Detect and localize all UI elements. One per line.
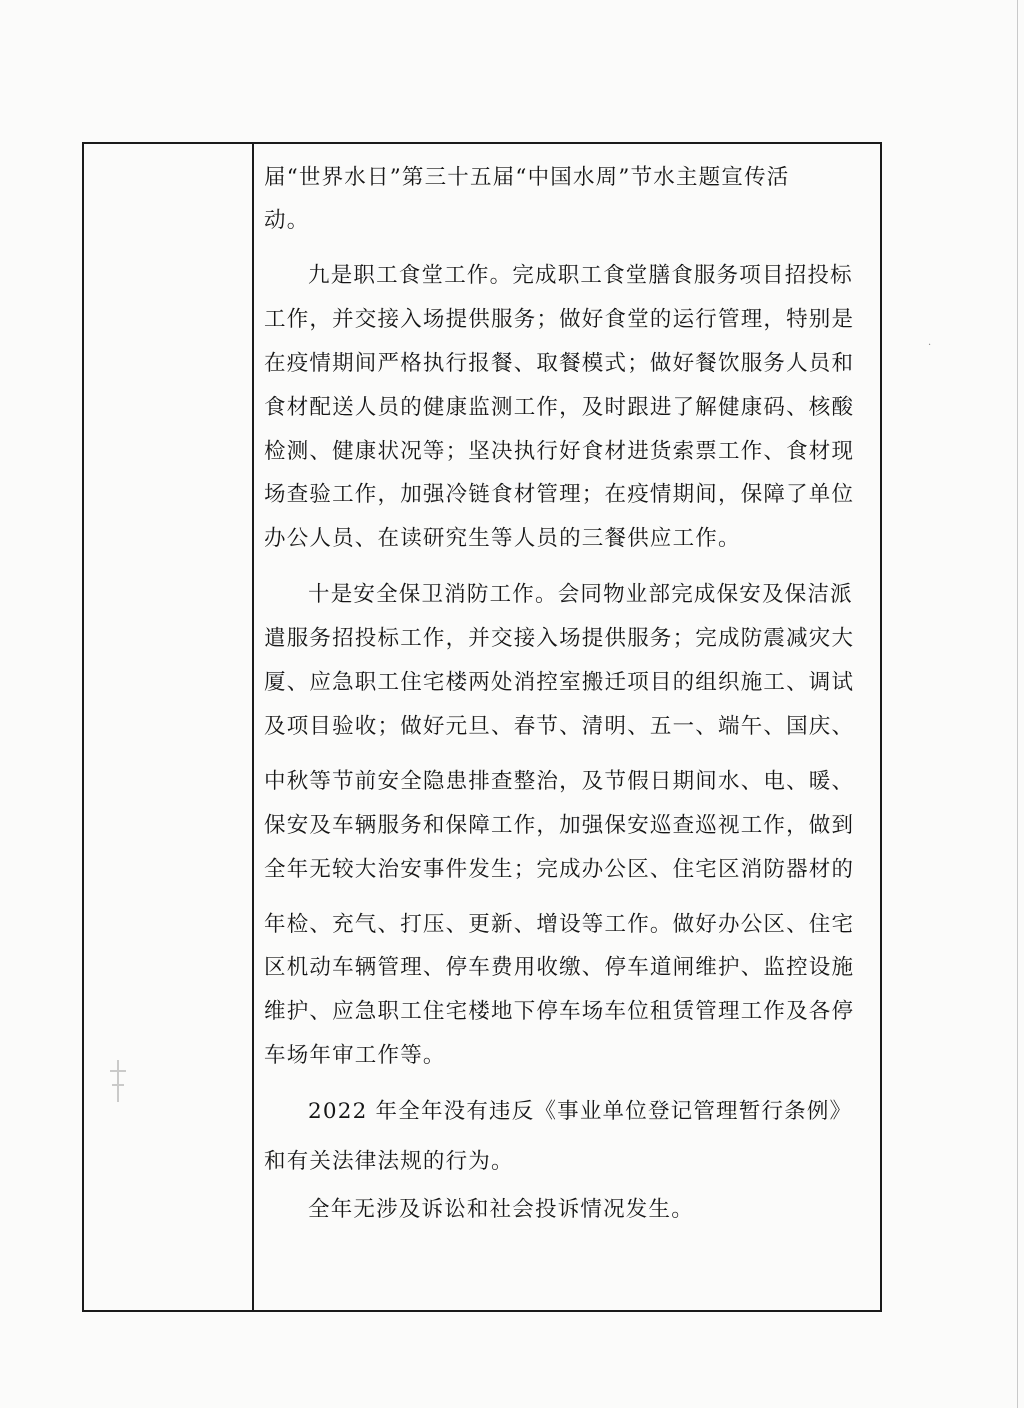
text-line: 厦、应急职工住宅楼两处消控室搬迁项目的组织施工、调试 <box>264 670 855 695</box>
text-line: 办公人员、在读研究生等人员的三餐供应工作。 <box>264 526 741 551</box>
text-line: 全年无较大治安事件发生；完成办公区、住宅区消防器材的 <box>264 857 855 882</box>
scan-speck: · <box>928 340 932 351</box>
text-line: 工作，并交接入场提供服务；做好食堂的运行管理，特别是 <box>264 307 855 332</box>
text-line: 年检、充气、打压、更新、增设等工作。做好办公区、住宅 <box>264 912 855 937</box>
text-line: 食材配送人员的健康监测工作，及时跟进了解健康码、核酸 <box>264 395 855 420</box>
text-line: 车场年审工作等。 <box>264 1043 446 1068</box>
text-line: 及项目验收；做好元旦、春节、清明、五一、端午、国庆、 <box>264 714 855 739</box>
text-line: 遣服务招投标工作，并交接入场提供服务；完成防震减灾大 <box>264 626 855 651</box>
text-line: 维护、应急职工住宅楼地下停车场车位租赁管理工作及各停 <box>264 999 855 1024</box>
text-line: 动。 <box>264 208 310 233</box>
content-column <box>256 144 880 1310</box>
faint-stamp-mark <box>110 1060 126 1102</box>
paragraph-start: 九是职工食堂工作。完成职工食堂膳食服务项目招投标 <box>308 263 853 288</box>
text-line: 届“世界水日”第三十五届“中国水周”节水主题宣传活 <box>264 165 790 190</box>
text-line: 检测、健康状况等；坚决执行好食材进货索票工作、食材现 <box>264 439 855 464</box>
report-table <box>82 142 882 1312</box>
paragraph-start: 2022 年全年没有违反《事业单位登记管理暂行条例》 <box>308 1099 853 1124</box>
paragraph-start: 全年无涉及诉讼和社会投诉情况发生。 <box>308 1197 694 1222</box>
text-line: 区机动车辆管理、停车费用收缴、停车道闸维护、监控设施 <box>264 955 855 980</box>
text-line: 和有关法律法规的行为。 <box>264 1149 514 1174</box>
text-line: 场查验工作，加强冷链食材管理；在疫情期间，保障了单位 <box>264 482 855 507</box>
text-line: 中秋等节前安全隐患排查整治，及节假日期间水、电、暖、 <box>264 769 855 794</box>
scan-edge <box>1017 0 1018 1408</box>
text-line: 保安及车辆服务和保障工作，加强保安巡查巡视工作，做到 <box>264 813 855 838</box>
label-column <box>84 144 254 1310</box>
text-line: 在疫情期间严格执行报餐、取餐模式；做好餐饮服务人员和 <box>264 351 855 376</box>
paragraph-start: 十是安全保卫消防工作。会同物业部完成保安及保洁派 <box>308 582 853 607</box>
